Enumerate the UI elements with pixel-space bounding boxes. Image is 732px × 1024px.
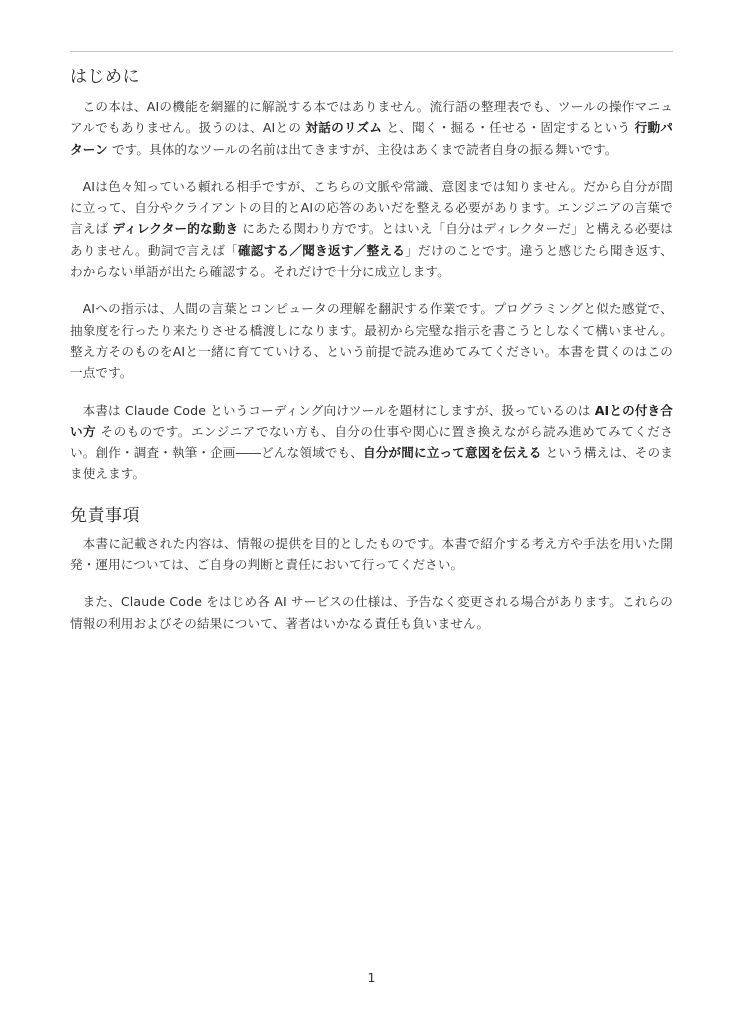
disclaimer-paragraph-2: また、Claude Code をはじめ各 AI サービスの仕様は、予告なく変更される場合があります。これらの情報の利用およびその結果について、著者はいかなる責任も負いません。 [70, 594, 673, 631]
text-run: AIへの指示は、人間の言葉とコンピュータの理解を翻訳する作業です。プログラミングと似た感覚で、抽象度を行ったり来たりさせる橋渡しになります。最初から完璧な指示を書こうとしなくて構いません。整え方そのものをAIと一緒に育てていける、という前提で読み進めてみてください。本書を貫くのはこの一点です。 [70, 301, 673, 381]
text-run: です。具体的なツールの名前は出てきますが、主役はあくまで読者自身の振る舞いです。 [107, 141, 618, 157]
emphasis-text: 確認する／聞き返す／整える [237, 242, 406, 258]
text-run: と、聞く・掘る・任せる・固定するという [382, 120, 635, 136]
disclaimer-heading: 免責事項 [70, 505, 140, 526]
text-run: そのものです。エンジニアでない方も、自分の仕事や関心に置き換えながら読み進めてみてください。創作・調査・執筆・企画――どんな領域でも、 [70, 423, 674, 461]
intro-heading: はじめに [70, 67, 140, 87]
emphasis-text: 自分が間に立って意図を伝える [363, 445, 542, 461]
intro-paragraph-3 [70, 298, 673, 383]
intro-paragraph-4 [70, 400, 673, 485]
text-run: 本書は Claude Code というコーディング向けツールを題材にしますが、扱っているのは [82, 402, 595, 418]
emphasis-text: ディレクター的な動き [112, 221, 239, 237]
disclaimer-section [70, 503, 673, 634]
intro-paragraph-2 [70, 176, 673, 282]
intro-paragraph-1 [70, 96, 673, 160]
text-run: AIは色々知っている頼れる相手ですが、こちらの文脈や常識、意図までは知りません。だから自分が間に立って、自分やクライアントの目的とAIの応答のあいだを整える必要があります。エンジニアの言葉で言えば [70, 178, 673, 237]
emphasis-text: 行動パターン [70, 120, 673, 157]
document-page [70, 0, 673, 1024]
text-run: この本は、AIの機能を網羅的に解説する本ではありません。流行語の整理表でも、ツールの操作マニュアルでもありません。扱うのは、AIとの [70, 99, 673, 136]
text-run: という構えは、そのまま使えます。 [70, 445, 673, 482]
text-run: 」だけのことです。違うと感じたら聞き返す、わからない単語が出たら確認する。それだけで十分に成立します。 [70, 242, 673, 280]
intro-section [70, 64, 673, 485]
header-rule [70, 51, 673, 52]
page-content [70, 64, 673, 650]
text-run: にあたる関わり方です。とはいえ「自分はディレクターだ」と構える必要はありません。動詞で言えば「 [70, 221, 673, 258]
emphasis-text: AIとの付き合い方 [70, 402, 673, 439]
page-number: 1 [367, 970, 376, 985]
emphasis-text: 対話のリズム [305, 120, 383, 136]
disclaimer-paragraph-1: 本書に記載された内容は、情報の提供を目的としたものです。本書で紹介する考え方や手法を用いた開発・運用については、ご自身の判断と責任において行ってください。 [70, 535, 673, 573]
